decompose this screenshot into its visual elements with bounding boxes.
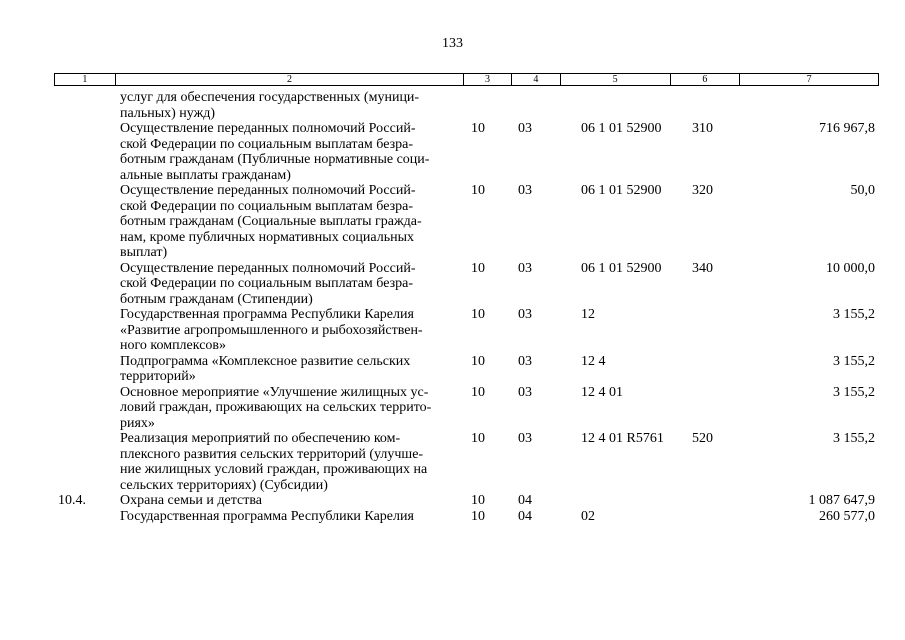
row-section: 10 xyxy=(471,121,485,136)
row-section: 10 xyxy=(471,384,485,400)
header-col-5: 5 xyxy=(561,74,671,85)
row-target-article: 12 4 01 R5761 xyxy=(581,431,664,446)
row-expense-type: 340 xyxy=(692,260,713,276)
row-section: 10 xyxy=(471,260,485,276)
row-amount: 260 577,0 xyxy=(819,508,875,524)
row-expense-type: 520 xyxy=(692,431,713,446)
row-amount: 3 155,2 xyxy=(833,353,875,369)
row-target-article: 12 4 01 xyxy=(581,384,623,400)
row-description: Осуществление переданных полномочий Россий- ской Федерации по социальным выплатам безра- ботным гражданам (Публичные нормативные соци- альные выплаты гражданам) xyxy=(120,121,430,183)
row-description: Основное мероприятие «Улучшение жилищных ус- ловий граждан, проживающих на сельских террито- риях» xyxy=(120,384,432,431)
row-subsection: 03 xyxy=(518,353,532,369)
row-subsection: 03 xyxy=(518,121,532,136)
row-amount: 3 155,2 xyxy=(833,431,875,446)
row-section: 10 xyxy=(471,508,485,524)
row-expense-type: 320 xyxy=(692,183,713,198)
row-subsection: 03 xyxy=(518,431,532,446)
row-subsection: 03 xyxy=(518,384,532,400)
table-row xyxy=(0,261,905,308)
row-description: Подпрограмма «Комплексное развитие сельских территорий» xyxy=(120,353,411,384)
row-section: 10 xyxy=(471,307,485,322)
header-col-7: 7 xyxy=(806,74,812,85)
table-row xyxy=(0,183,905,261)
row-section: 10 xyxy=(471,493,485,508)
row-amount: 716 967,8 xyxy=(819,121,875,136)
table-row xyxy=(0,385,905,432)
page-number: 133 xyxy=(442,36,463,51)
row-amount: 50,0 xyxy=(850,183,875,198)
row-description: Реализация мероприятий по обеспечению ком- плексного развития сельских территорий (улучше- ние жилищных условий граждан, проживающих на сельских территориях) (Субсидии) xyxy=(120,431,428,493)
row-target-article: 02 xyxy=(581,508,595,524)
table-row xyxy=(0,121,905,183)
table-header xyxy=(54,73,879,86)
table-row xyxy=(0,431,905,493)
row-target-article: 12 4 xyxy=(581,353,606,369)
table-row xyxy=(0,90,905,121)
header-col-2: 2 xyxy=(116,74,464,85)
table-row xyxy=(0,509,905,525)
row-subsection: 04 xyxy=(518,508,532,524)
row-description: Государственная программа Республики Карелия xyxy=(120,508,414,524)
row-description: Государственная программа Республики Карелия «Развитие агропромышленного и рыбохозяйствен- ного комплексов» xyxy=(120,307,423,353)
row-section: 10 xyxy=(471,183,485,198)
row-description: услуг для обеспечения государственных (муници- пальных) нужд) xyxy=(120,90,420,121)
row-description: Осуществление переданных полномочий Россий- ской Федерации по социальным выплатам безра- ботным гражданам (Стипендии) xyxy=(120,260,416,307)
table-body xyxy=(0,90,905,524)
row-subsection: 03 xyxy=(518,260,532,276)
row-target-article: 12 xyxy=(581,307,595,322)
row-description: Осуществление переданных полномочий Россий- ской Федерации по социальным выплатам безра- ботным гражданам (Социальные выплаты гражда- нам, кроме публичных нормативных социальных выплат) xyxy=(120,183,422,260)
row-amount: 1 087 647,9 xyxy=(808,493,875,508)
header-col-3: 3 xyxy=(464,74,512,85)
row-amount: 3 155,2 xyxy=(833,307,875,322)
row-amount: 10 000,0 xyxy=(826,260,875,276)
header-col-6: 6 xyxy=(671,74,741,85)
row-subsection: 04 xyxy=(518,493,532,508)
table-row xyxy=(0,493,905,509)
row-number: 10.4. xyxy=(58,493,86,508)
row-description: Охрана семьи и детства xyxy=(120,493,262,508)
row-target-article: 06 1 01 52900 xyxy=(581,260,662,276)
row-subsection: 03 xyxy=(518,183,532,198)
row-amount: 3 155,2 xyxy=(833,384,875,400)
table-row xyxy=(0,354,905,385)
row-subsection: 03 xyxy=(518,307,532,322)
table-row xyxy=(0,307,905,354)
row-target-article: 06 1 01 52900 xyxy=(581,183,662,198)
header-col-1: 1 xyxy=(55,74,116,85)
row-expense-type: 310 xyxy=(692,121,713,136)
row-target-article: 06 1 01 52900 xyxy=(581,121,662,136)
row-section: 10 xyxy=(471,353,485,369)
header-col-4: 4 xyxy=(512,74,561,85)
row-section: 10 xyxy=(471,431,485,446)
